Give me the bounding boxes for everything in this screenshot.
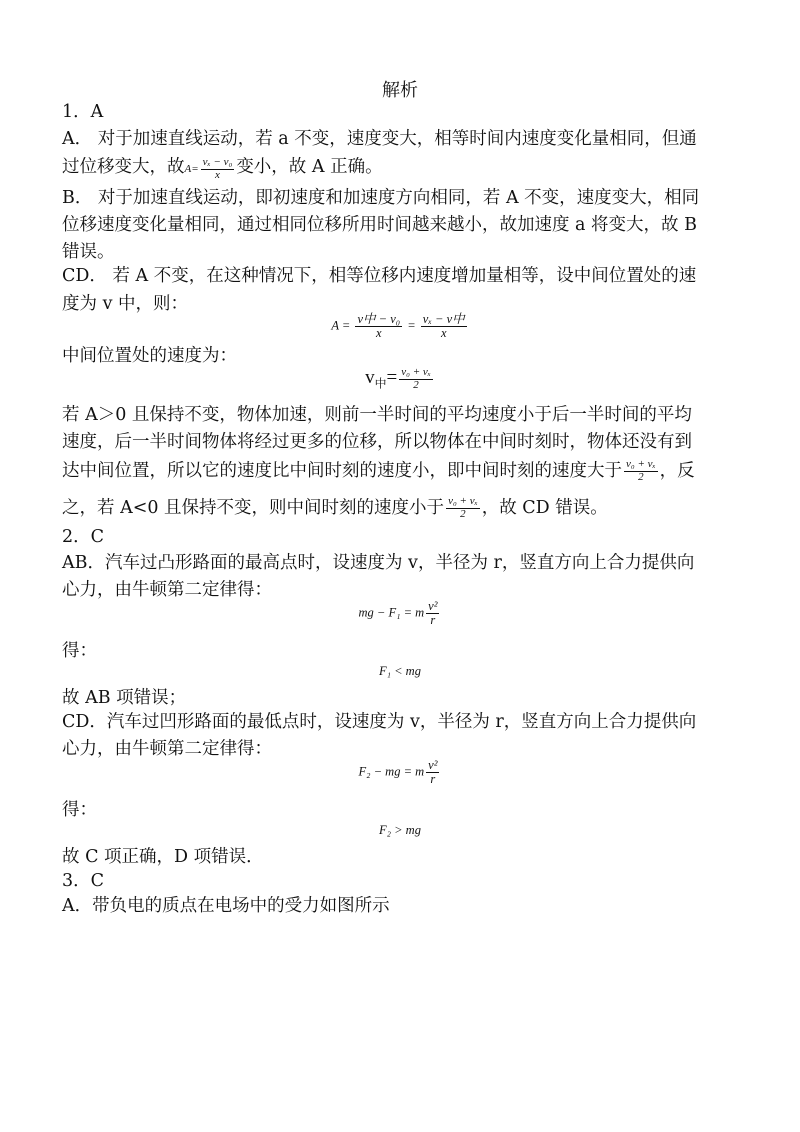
equation-6: F₂ > mg <box>379 823 421 837</box>
fraction <box>426 759 439 786</box>
text-span: 过位移变大，故 <box>62 157 185 177</box>
answer-2-heading: 2．C <box>62 527 105 547</box>
eq-equals: = <box>407 318 416 333</box>
fraction-denominator: r <box>430 613 436 628</box>
equation-3 <box>0 600 800 627</box>
equation-2 <box>0 367 800 391</box>
equation-4: F₁ < mg <box>379 664 421 678</box>
para-line: CD．汽车过凹形路面的最低点时，设速度为 v，半径为 r，竖直方向上合力提供向 <box>62 712 697 732</box>
fraction-denominator: x <box>440 326 447 341</box>
fraction-numerator: v中 − v₀ <box>357 312 401 326</box>
para-line: 度为 v 中，则： <box>62 294 189 314</box>
eq-lhs: F₂ − mg = m <box>358 764 425 779</box>
para-line: 心力，由牛顿第二定律得： <box>62 739 272 759</box>
fraction <box>399 367 433 391</box>
fraction-numerator: v₀ + vₓ <box>401 366 431 379</box>
para-line: CD． 若 A 不变，在这种情况下，相等位移内速度增加量相等，设中间位置处的速 <box>62 266 697 286</box>
para-line <box>62 495 608 521</box>
para-line: 位移速度变化量相同，通过相同位移所用时间越来越小，故加速度 a 将变大，故 B <box>62 215 697 235</box>
para-line: 故 AB 项错误； <box>62 688 187 708</box>
eq-lhs: A = <box>331 318 351 333</box>
para-line: 错误。 <box>62 242 115 262</box>
para-line: 故 C 项正确，D 项错误． <box>62 847 264 867</box>
eq-equals: = <box>386 367 398 388</box>
inline-formula-A: A= $\frac{\text{vₓ − v₀}}{x}$ <box>184 156 233 181</box>
fraction-numerator: v₀ + vₓ <box>448 495 478 508</box>
para-line: A． 对于加速直线运动，若 a 不变，速度变大，相等时间内速度变化量相同，但通 <box>62 129 697 149</box>
para-line <box>62 458 695 484</box>
fraction <box>446 496 480 520</box>
fraction-numerator: v² <box>428 599 438 613</box>
fraction <box>426 600 439 627</box>
para-line: 得： <box>62 641 97 661</box>
para-line: B． 对于加速直线运动，即初速度和加速度方向相同，若 A 不变，速度变大，相同 <box>62 188 700 208</box>
para-line: A．带负电的质点在电场中的受力如图所示 <box>62 896 390 916</box>
para-line: 速度，后一半时间物体将经过更多的位移，所以物体在中间时刻时，物体还没有到 <box>62 432 692 452</box>
para-line: 心力，由牛顿第二定律得： <box>62 580 272 600</box>
eq-subscript: 中 <box>374 376 387 391</box>
para-line: 中间位置处的速度为： <box>62 346 237 366</box>
text-span: 达中间位置，所以它的速度比中间时刻的速度小，即中间时刻的速度大于 <box>62 461 622 481</box>
fraction <box>421 313 467 340</box>
text-span: 之，若 A<0 且保持不变，则中间时刻的速度小于 <box>62 498 445 518</box>
text-span: ，故 CD 错误。 <box>481 498 608 518</box>
fraction <box>624 459 658 483</box>
fraction <box>201 157 235 181</box>
fraction-denominator: 2 <box>638 471 644 483</box>
answer-3-heading: 3．C <box>62 871 105 891</box>
para-line: 若 A＞0 且保持不变，物体加速，则前一半时间的平均速度小于后一半时间的平均 <box>62 405 692 425</box>
text-span: ，反 <box>659 461 695 481</box>
fraction <box>355 313 402 340</box>
text-span: 变小，故 A 正确。 <box>236 157 383 177</box>
fraction-numerator: vₓ − v中 <box>422 312 465 326</box>
fraction-denominator: x <box>215 168 220 181</box>
formula-lhs: A <box>184 163 192 175</box>
answer-1-heading: 1．A <box>62 102 104 122</box>
fraction-numerator: v₀ + vₓ <box>626 458 656 471</box>
fraction-denominator: x <box>376 326 382 341</box>
eq-lhs: v <box>365 367 375 388</box>
para-line: AB．汽车过凸形路面的最高点时，设速度为 v，半径为 r，竖直方向上合力提供向 <box>62 553 695 573</box>
equation-1 <box>0 313 800 340</box>
fraction-denominator: 2 <box>460 508 466 520</box>
para-line: 得： <box>62 800 97 820</box>
para-line <box>62 154 383 182</box>
fraction-numerator: vₓ − v₀ <box>202 156 233 169</box>
eq-lhs: mg − F₁ = m <box>358 605 425 620</box>
fraction-denominator: r <box>430 772 436 787</box>
equation-5 <box>0 759 800 786</box>
fraction-denominator: 2 <box>413 378 419 391</box>
page-title: 解析 <box>382 80 418 101</box>
fraction-numerator: v² <box>428 758 438 772</box>
